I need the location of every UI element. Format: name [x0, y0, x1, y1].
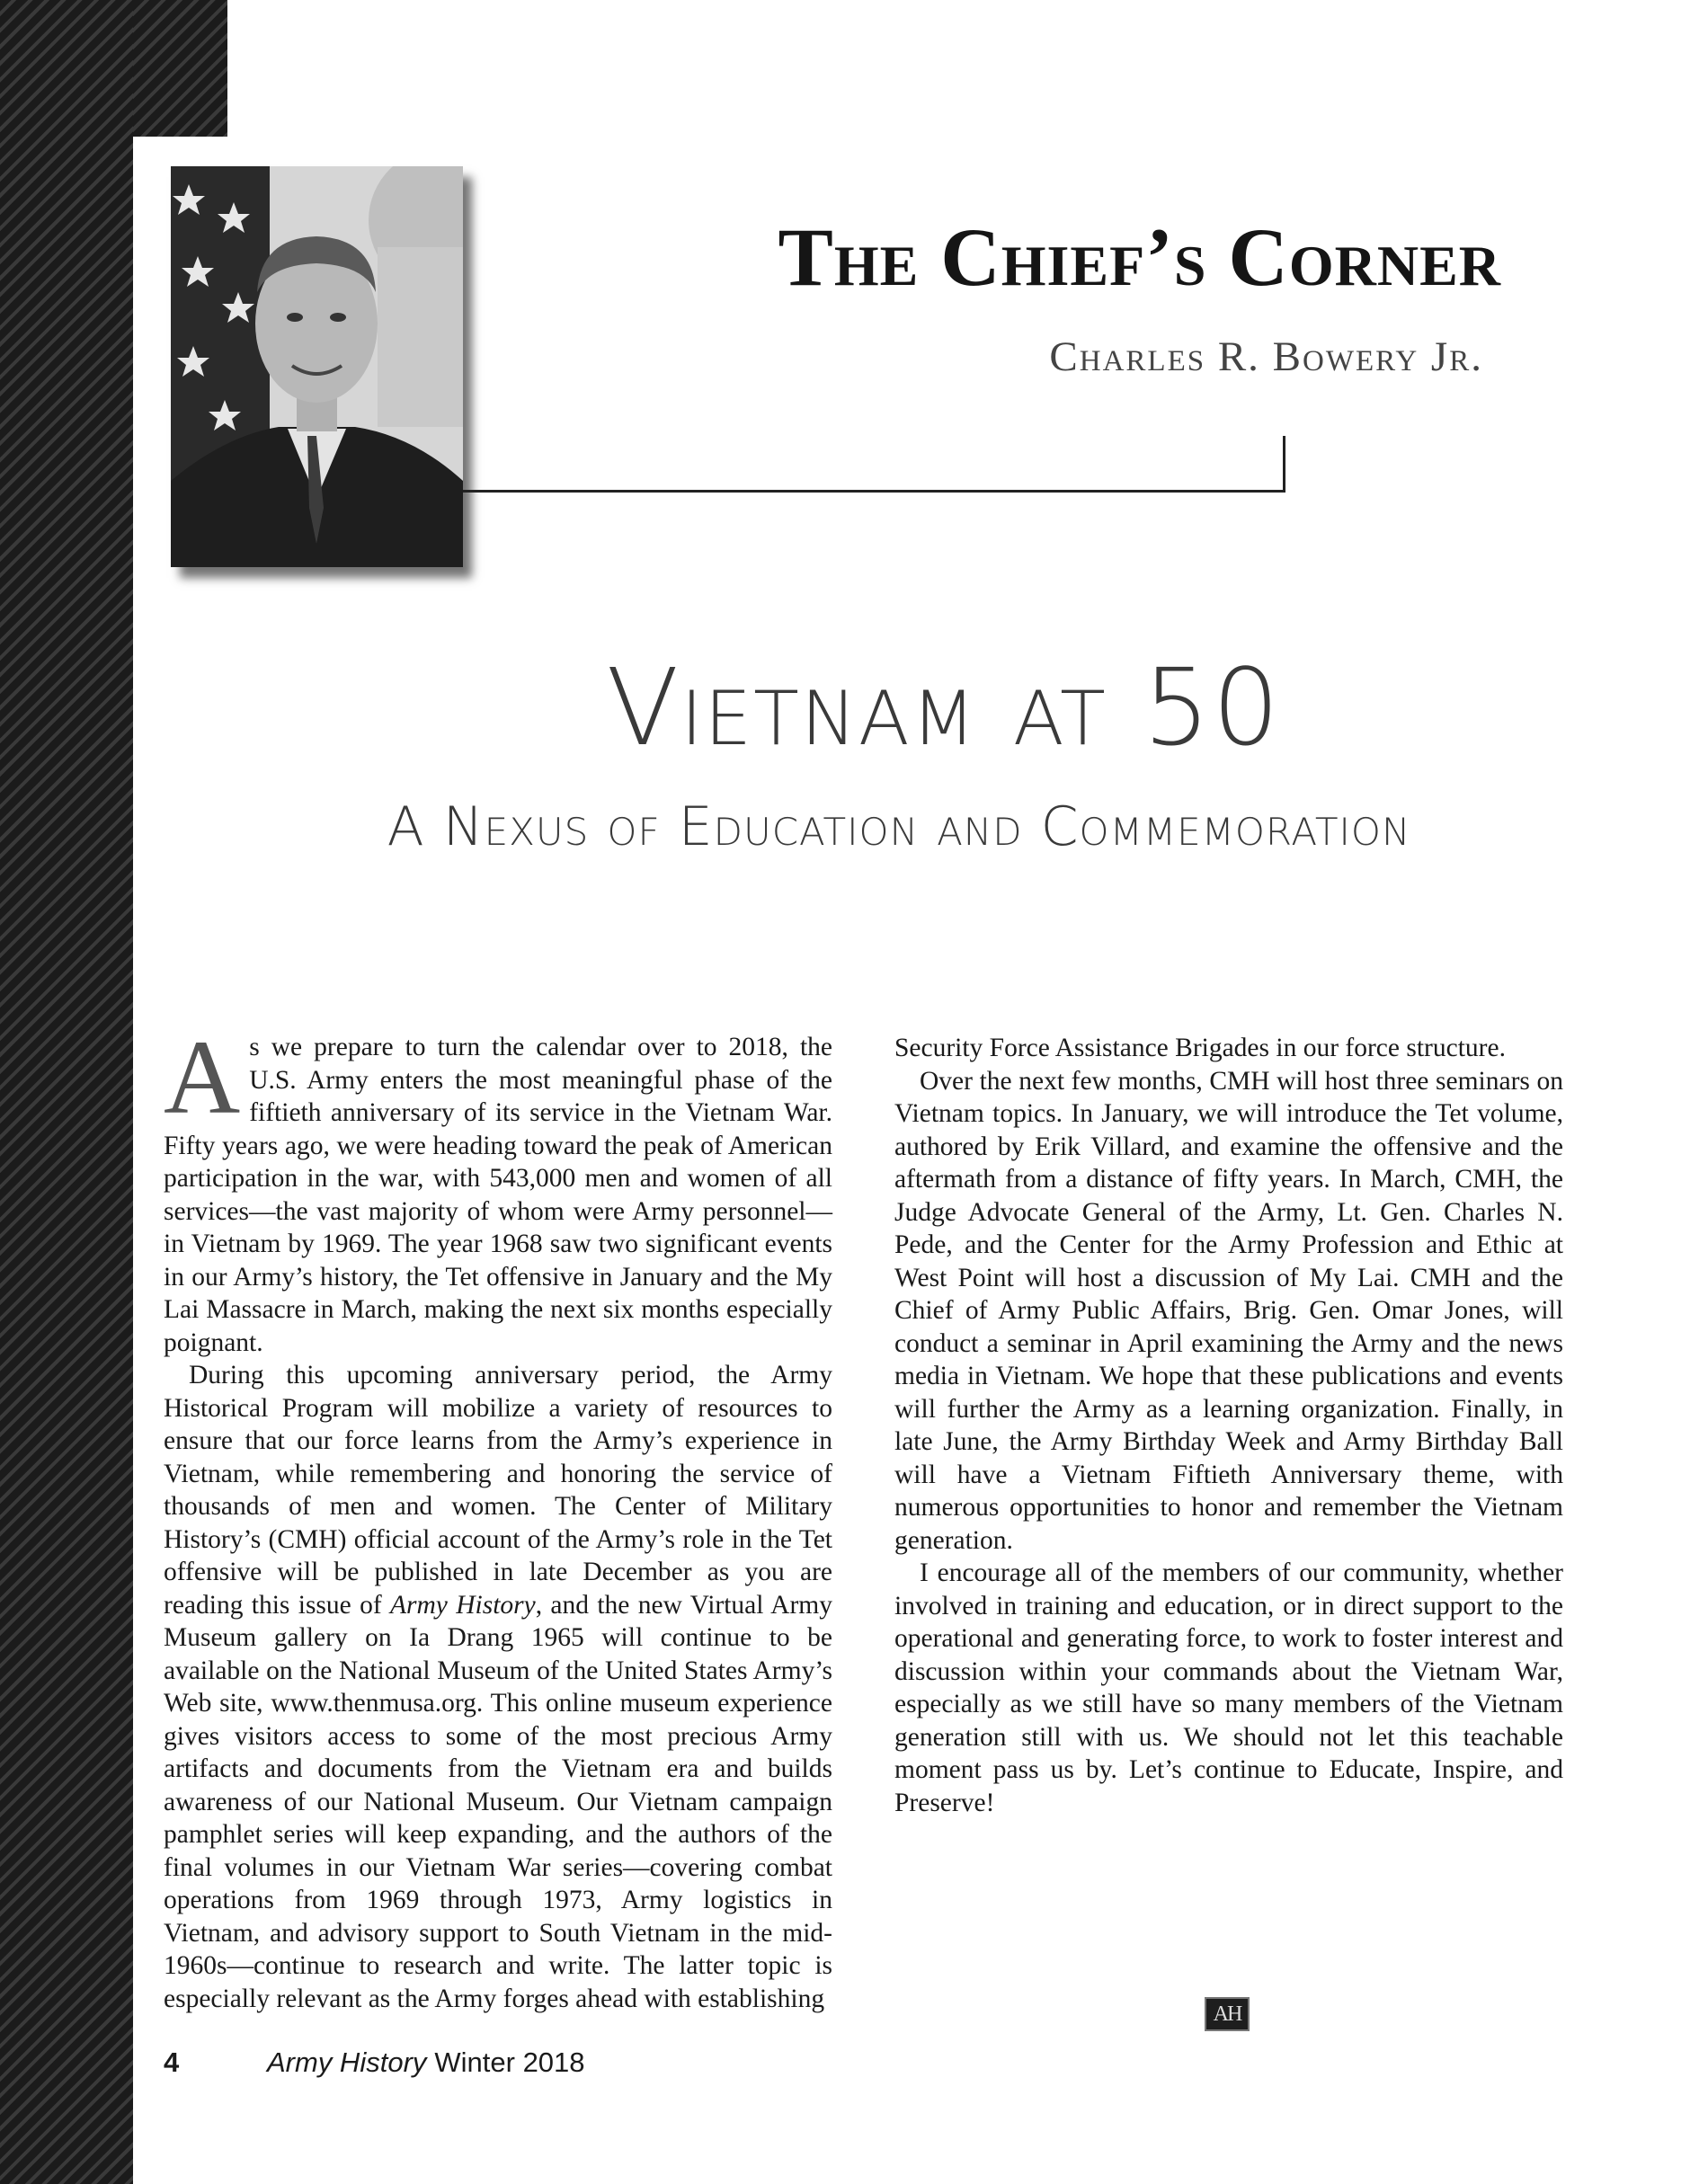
page-footer: [164, 2045, 585, 2081]
magazine-title-italic: Army History: [389, 1590, 536, 1620]
paragraph-2-continued: Security Force Assistance Brigades in our force structure.: [894, 1034, 1506, 1062]
paragraph-2-text-a: During this upcoming anniversary period, the Army Historical Program will mobilize a variety of resources to ensure that our force learns from the Army’s experience in Vietnam, while remembering and honoring the service of thousands of men and women. The Center of Military History’s (CMH) official account of the Army’s role in the Tet offensive will be published in late December as you are reading this issue of: [164, 1361, 832, 1620]
author-portrait-photo: [171, 166, 463, 567]
article-subtitle: A Nexus of Education and Commemoration: [387, 795, 1411, 858]
header-rule-vertical: [1283, 436, 1285, 493]
article-title: Vietnam at 50: [606, 645, 1282, 769]
article-column-left: [164, 1018, 832, 2015]
column-title: The Chief’s Corner: [778, 211, 1501, 303]
paragraph-1-text: s we prepare to turn the calendar over to 2018, the U.S. Army enters the most meaningful phase of the fiftieth anniversary of its service in the Vietnam War. Fifty years ago, we were heading toward the peak of American participation in the war, with 543,000 men and women of all services—the vast majority of whom were Army personnel—in Vietnam by 1969. The year 1968 saw two significant events in our Army’s history, the Tet offensive in January and the My Lai Massacre in March, making the next six months especially poignant.: [164, 1033, 832, 1357]
end-mark-logo: AH: [1205, 1997, 1250, 2031]
page-number: 4: [164, 2046, 180, 2078]
paragraph-3: Over the next few months, CMH will host three seminars on Vietnam topics. In January, we will introduce the Tet volume, authored by Erik Villard, and examine the offensive and the aftermath from a distance of fifty years. In March, CMH, the Judge Advocate General of the Army, Lt. Gen. Charles N. Pede, and the Center for the Army Profession and Ethic at West Point will host a discussion of My Lai. CMH and the Chief of Army Public Affairs, Brig. Gen. Omar Jones, will conduct a seminar in April examining the Army and the news media in Vietnam. We hope that these publications and events will further the Army as a learning organization. Finally, in late June, the Army Birthday Week and Army Birthday Ball will have a Vietnam Fiftieth Anniversary theme, with numerous opportunities to honor and remember the Vietnam generation.: [894, 1066, 1563, 1555]
paragraph-4: I encourage all of the members of our community, whether involved in training and education, or in direct support to the operational and generating force, to work to foster interest and discussion within your commands about the Vietnam War, especially as we still have so many members of the Vietnam generation still with us. We should not let this teachable moment pass us by. Let’s continue to Educate, Inspire, and Preserve!: [894, 1558, 1563, 1817]
drop-cap: A: [164, 1018, 241, 1136]
paragraph-1: [164, 1018, 832, 1359]
author-byline: Charles R. Bowery Jr.: [1049, 333, 1483, 380]
header-rule-horizontal: [463, 490, 1285, 493]
article-column-right: [894, 1032, 1563, 1819]
decorative-top-stripe: [133, 0, 227, 137]
paragraph-2: [164, 1359, 832, 2015]
footer-magazine-name: Army History: [267, 2046, 427, 2078]
paragraph-2-text-b: , and the new Virtual Army Museum gallery on Ia Drang 1965 will continue to be available on the National Museum of the United States Army’s Web site, www.thenmusa.org. This online museum experience gives visitors access to some of the most precious Army artifacts and documents from the Vietnam era and builds awareness of our National Museum. Our Vietnam campaign pamphlet series will keep expanding, and the authors of the final volumes in our Vietnam War series—covering combat operations from 1969 through 1973, Army logistics in Vietnam, and advisory support to South Vietnam in the mid-1960s—continue to research and write. The latter topic is especially relevant as the Army forges ahead with establishing: [164, 1590, 832, 2013]
decorative-side-stripe: [0, 0, 133, 2184]
footer-issue: Winter 2018: [434, 2046, 585, 2078]
